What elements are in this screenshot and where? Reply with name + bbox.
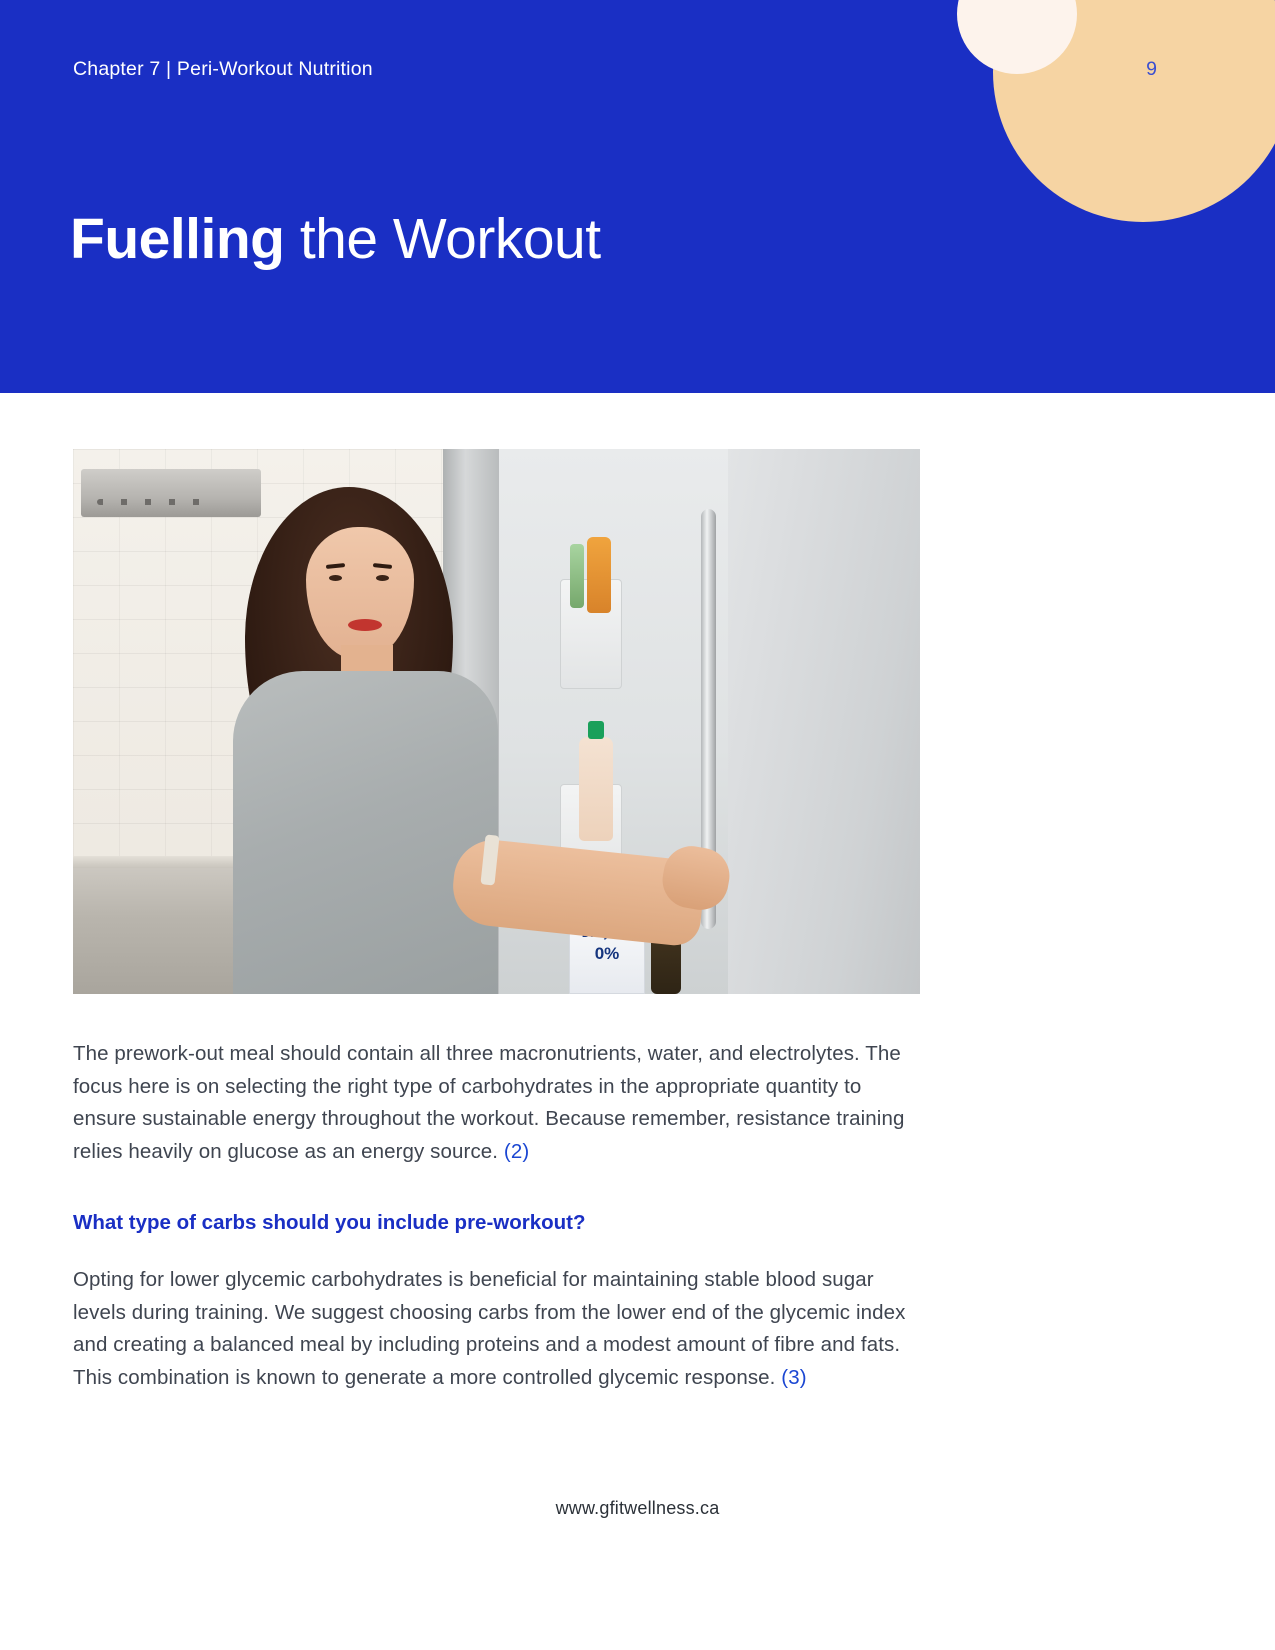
footer-website[interactable]: www.gfitwellness.ca: [555, 1498, 720, 1518]
photo-bottle-orange: [587, 537, 611, 613]
photo-person-eye-right: [376, 575, 389, 581]
photo-person-shirt: [233, 671, 498, 994]
page-title-rest: the Workout: [284, 207, 601, 271]
paragraph-2: [73, 1264, 928, 1394]
chapter-breadcrumb: Chapter 7 | Peri-Workout Nutrition: [73, 58, 373, 80]
hero-photo: [73, 449, 920, 994]
photo-range-hood: [81, 469, 261, 517]
page-number: 9: [1146, 58, 1157, 80]
photo-person-lips: [348, 619, 382, 631]
photo-milk-percent: 0%: [594, 944, 620, 963]
paragraph-2-text: Opting for lower glycemic carbohydrates is beneficial for maintaining stable blood sugar levels during training. We suggest choosing carbs from the lower end of the glycemic index and creating a balanced meal by including proteins and a modest amount of fibre and fats. This combination is known to generate a more controlled glycemic response.: [73, 1268, 906, 1389]
paragraph-1-text: The prework-out meal should contain all three macronutrients, water, and electrolytes. The focus here is on selecting the right type of carbohydrates in the appropriate quantity to ensure sustainable energy throughout the workout. Because remember, resistance training relies heavily on glucose as an energy source.: [73, 1042, 905, 1163]
subheading-carb-type: What type of carbs should you include pre-workout?: [73, 1211, 586, 1234]
paragraph-1: [73, 1038, 928, 1168]
page-title: [70, 207, 601, 271]
reference-link-2[interactable]: (2): [503, 1139, 530, 1163]
photo-canvas: [73, 449, 920, 994]
photo-bottle-sauce: [579, 737, 613, 841]
reference-link-3[interactable]: (3): [781, 1365, 807, 1389]
body-column: [73, 1038, 928, 1394]
photo-person-eye-left: [329, 575, 342, 581]
photo-bottle-green: [570, 544, 584, 608]
page-title-bold: Fuelling: [70, 207, 285, 271]
header-band: [0, 0, 1275, 393]
